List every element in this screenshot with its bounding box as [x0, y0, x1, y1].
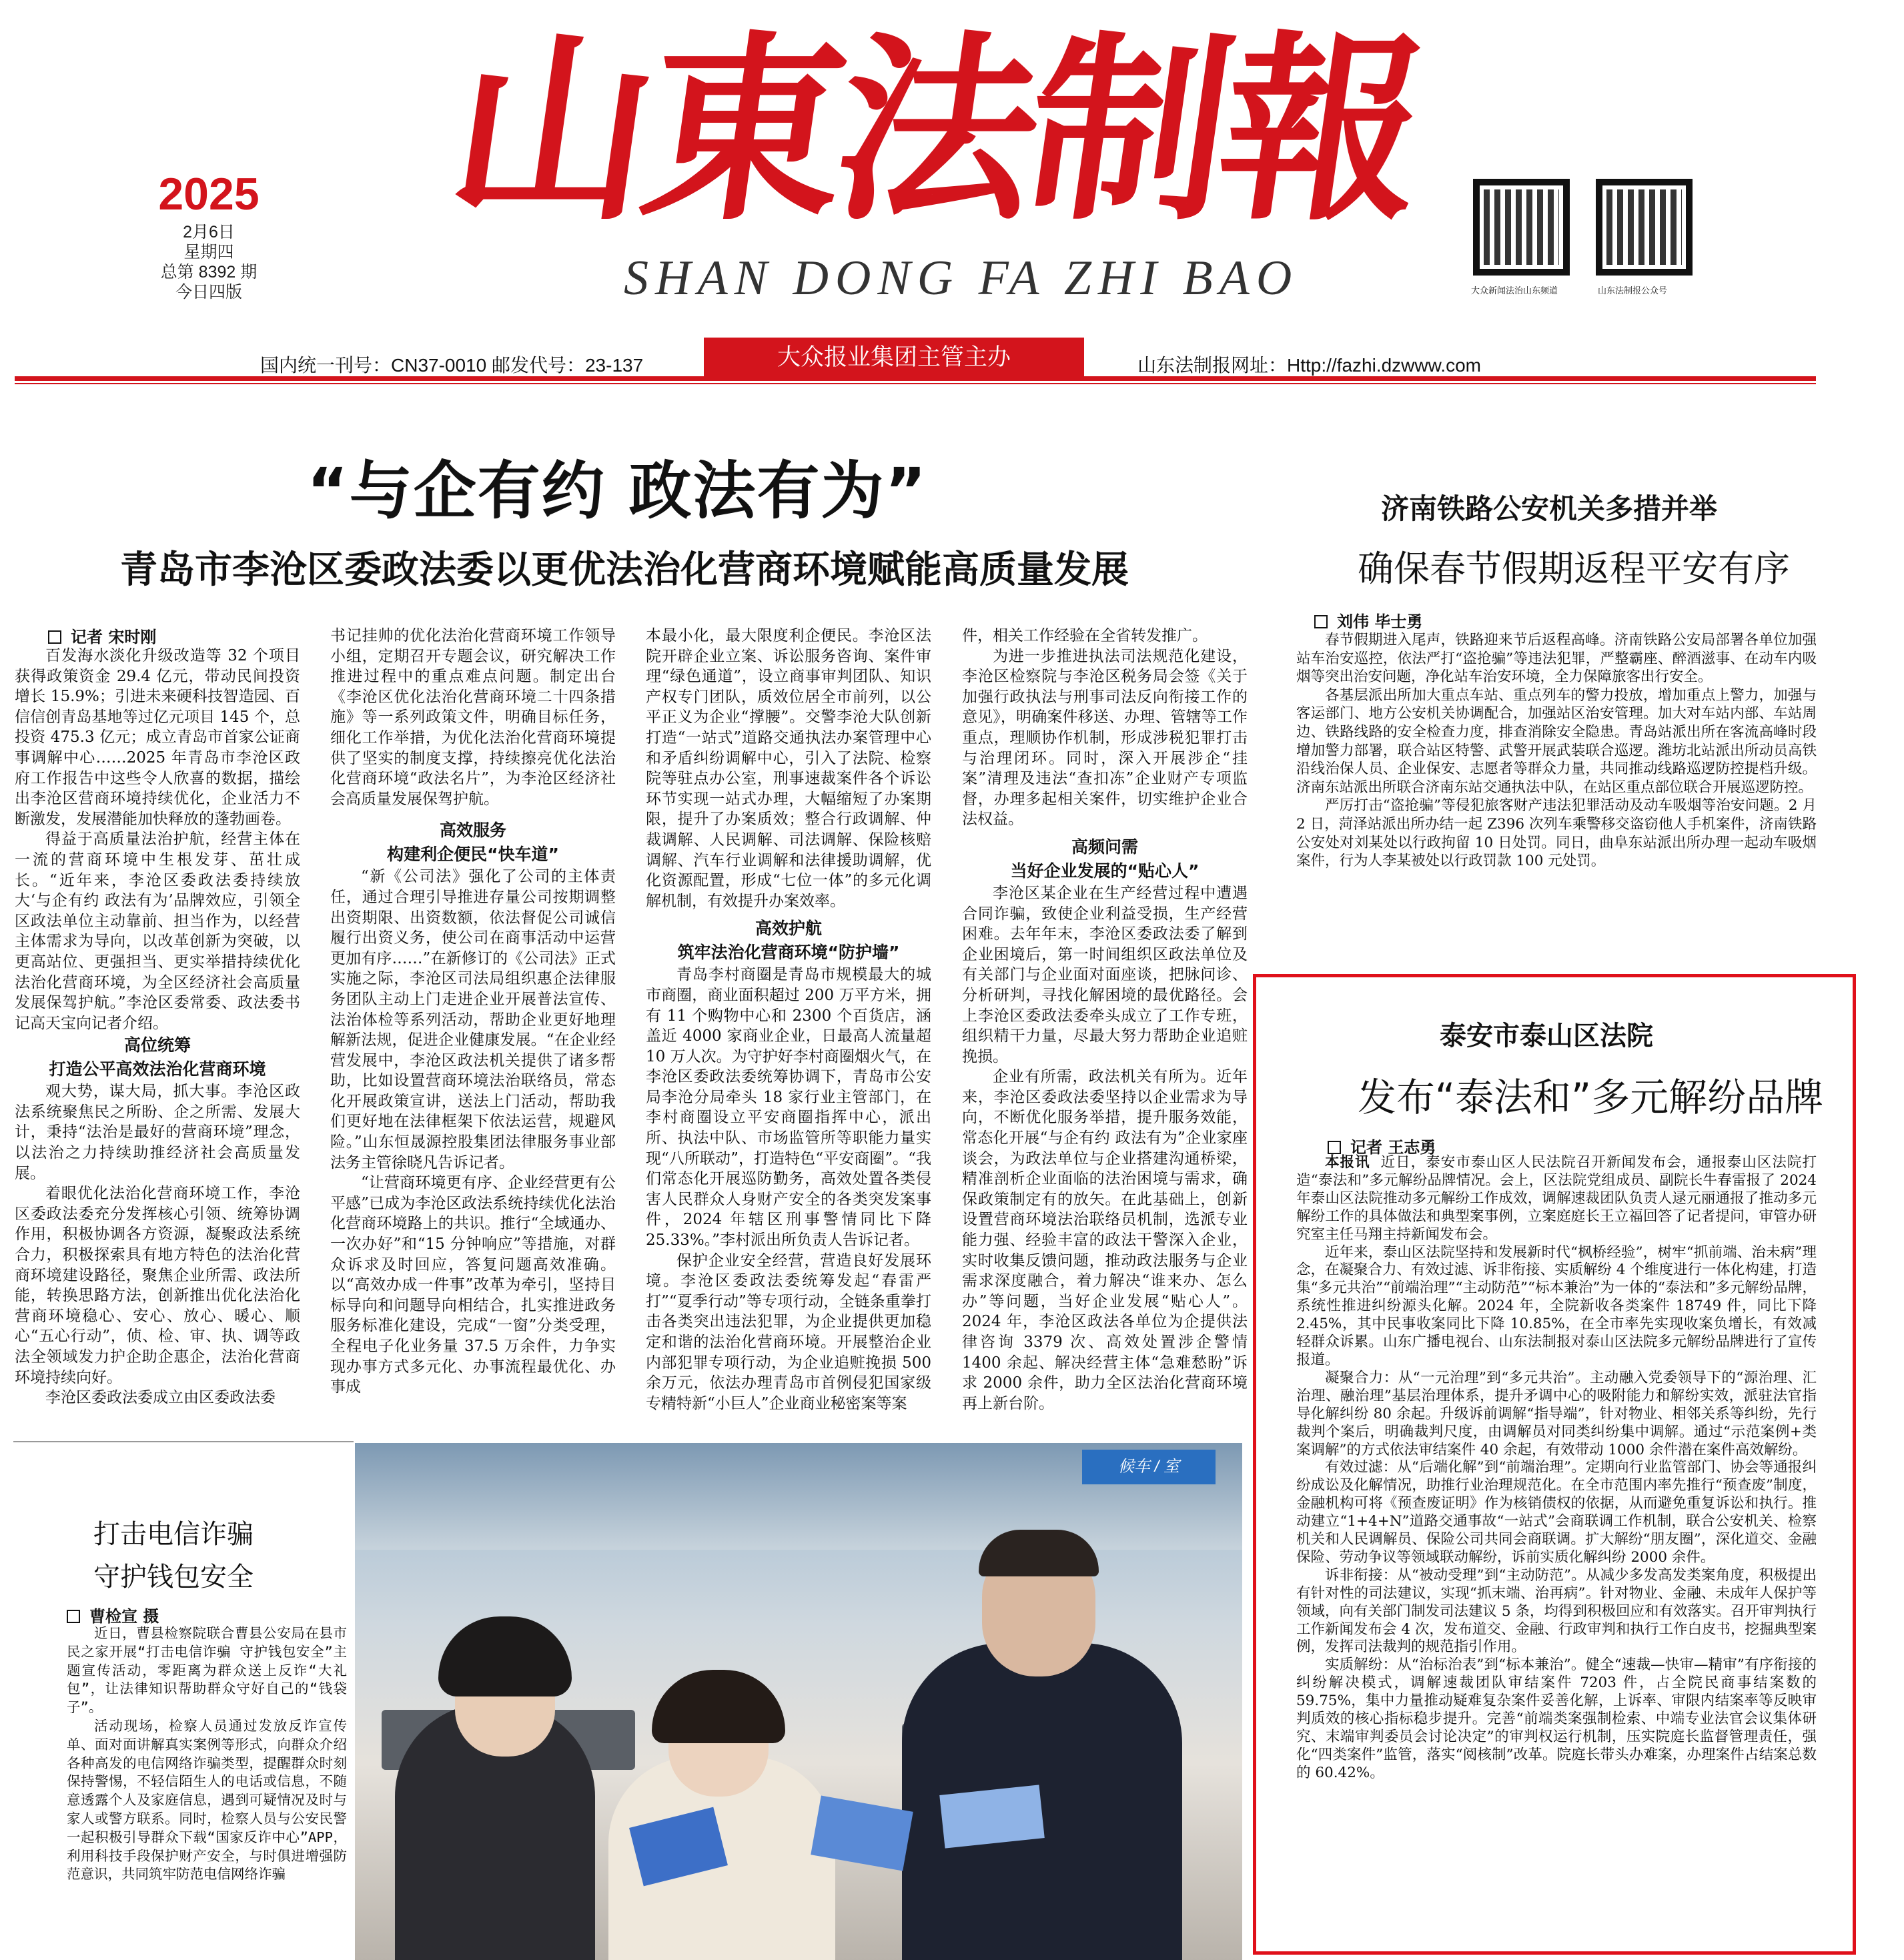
fraud-body [67, 1624, 347, 1958]
station-sign: 候车 / 室 [1082, 1450, 1216, 1484]
taishan-body [1296, 1154, 1817, 1955]
leaflet [939, 1785, 1045, 1848]
publication-number: 国内统一刊号：CN37-0010 邮发代号：23-137 [260, 355, 644, 376]
fraud-byline: 曹检宣 摄 [67, 1603, 159, 1626]
person-right-hair [979, 1530, 1099, 1576]
paragraph: 诉非衔接：从“被动受理”到“主动防范”。从减少多发高发类案角度，积极提出有针对性的司法建议，实现“抓末端、治再病”。针对物业、金融、未成年人保护等领域，向有关部门制发司法建议 5 条，均得到积极回应和有效落实。召开审判执行工作新闻发布会 4 次，发布道交、金融、行政审判和执行工作白皮书，挖掘典型案例，发挥司法裁判的规范指引作用。 [1296, 1566, 1817, 1656]
section-subhead: 高效护航 [755, 919, 822, 939]
lede-label: 本报讯 [1325, 1154, 1370, 1171]
sponsor-banner: 大众报业集团主管主办 [704, 338, 1084, 378]
taishan-kicker: 泰安市泰山区法院 [1440, 1020, 1653, 1051]
paragraph: “让营商环境更有序、企业经营更有公平感”已成为李沧区政法系统持续优化法治化营商环境路上的共识。推行“全域通办、一次办好”和“15 分钟响应”等措施，对群众诉求及时回应，答复问题高效准确。以“高效办成一件事”改革为牵引，坚持目标导向和问题导向相结合，扎实推进政务服务标准化建设，完成“一窗”分类受理，全程电子化业务量 37.5 万余件，力争实现办事方式多元化、办事流程最优化、办事成 [330, 1174, 616, 1396]
lead-byline: 记者 宋时刚 [48, 624, 156, 647]
paragraph: 李沧区某企业在生产经营过程中遭遇合同诈骗，致使企业利益受损，生产经营困难。去年年末，李沧区委政法委了解到企业困境后，第一时间组织区政法单位及有关部门与企业面对面座谈，把脉问诊、分析研判，寻找化解困境的最优路径。会上李沧区委政法委牵头成立了工作专班，组织精干力量，尽最大努力帮助企业追赃挽损。 [962, 884, 1248, 1065]
rail-headline: 确保春节假期返程平安有序 [1358, 548, 1790, 590]
taishan-headline: 发布“泰法和”多元解纷品牌 [1358, 1075, 1824, 1120]
issue-date: 2月6日 [183, 223, 235, 241]
paragraph: 件，相关工作经验在全省转发推广。 [962, 627, 1208, 644]
byline-box-icon [1314, 615, 1328, 628]
qr-code-right[interactable] [1596, 179, 1693, 276]
qr-right-caption: 山东法制报公众号 [1598, 286, 1668, 296]
paragraph: 春节假期进入尾声，铁路迎来节后返程高峰。济南铁路公安局部署各单位加强站车治安巡控，依法严打“盗抢骗”等违法犯罪，严整霸座、醉酒滋事、在动车内吸烟等突出治安问题，净化站车治安环境，全力保障旅客出行安全。 [1296, 632, 1817, 686]
rail-kicker: 济南铁路公安机关多措并举 [1381, 492, 1718, 525]
issue-pages: 今日四版 [175, 283, 242, 302]
person-left-hair [438, 1616, 572, 1696]
paragraph: 本最小化，最大限度利企便民。李沧区法院开辟企业立案、诉讼服务咨询、案件审理“绿色通道”，设立商事审判团队、知识产权专门团队，质效位居全市前列，以公平正义为企业“撑腰”。交警李沧大队创新打造“一站式”道路交通执法办案管理中心和矛盾纠纷调解中心，引入了法院、检察院等驻点办公室，刑事速裁案件各个诉讼环节实现一站式办理，大幅缩短了办案期限，提升了办案质效；整合行政调解、仲裁调解、人民调解、司法调解、保险核赔调解、汽车行业调解和法律援助调解，优化资源配置，形成“七位一体”的多元化调解机制，有效提升办案效率。 [646, 627, 931, 910]
lead-column-3 [646, 626, 931, 1446]
person-middle-hair [652, 1670, 785, 1743]
section-subhead: 高频问需 [1071, 837, 1138, 857]
section-subhead: 筑牢法治化营商环境“防护墙” [677, 943, 900, 963]
paragraph: 凝聚合力：从“一元治理”到“多元共治”。主动融入党委领导下的“源治理、汇治理、融治理”基层治理体系，提升矛调中心的吸附能力和解纷实效，派驻法官指导化解纠纷 80 余起。升级诉前调解“指导端”，针对物业、相邻关系等纠纷，先行裁判个案后，明确裁判尺度，由调解员对同类纠纷集中调解。通过“示范案例+类案调解”的方式依法审结案件 40 余起，有效带动 1000 余件潜在案件高效解纷。 [1296, 1369, 1817, 1458]
issue-year: 2025 [158, 169, 260, 219]
lead-column-2 [330, 626, 616, 1470]
paragraph: 保护企业安全经营，营造良好发展环境。李沧区委政法委统筹发起“春雷严打”“夏季行动”等专项行动，全链条重拳打击各类突出违法犯罪，为企业提供更加稳定和谐的法治化营商环境。开展整治企业内部犯罪专项行动，为企业追赃挽损 500 余万元，依法办理青岛市首例侵犯国家级专精特新“小巨人”企业商业秘密案等案 [646, 1252, 931, 1412]
paragraph: 为进一步推进执法司法规范化建设，李沧区检察院与李沧区税务局会签《关于加强行政执法与刑事司法反向衔接工作的意见》，明确案件移送、办理、管辖等工作重点，理顺协作机制，形成涉税犯罪打击与治理闭环。同时，深入开展涉企“挂案”清理及违法“查扣冻”企业财产专项监督，办理多起相关案件，切实维护企业合法权益。 [962, 647, 1248, 829]
lead-subheadline: 青岛市李沧区委政法委以更优法治化营商环境赋能高质量发展 [120, 548, 1129, 592]
byline-box-icon [48, 630, 61, 644]
qr-left-caption: 大众新闻法治山东频道 [1471, 286, 1558, 296]
paragraph: 有效过滤：从“后端化解”到“前端治理”。定期向行业监管部门、协会等通报纠纷成讼及化解情况，助推行业治理规范化。在全市范围内率先推行“预查废”制度，金融机构可将《预查废证明》作为核销债权的依据，从而避免重复诉讼和执行。推动建立“1+4+N”道路交通事故“一站式”会商联调工作机制，联合公安机关、检察机关和人民调解员、保险公司共同会商联调。扩大解纷“朋友圈”，深化道交、金融保险、劳动争议等领域联动解纷，诉前实质化解纠纷 2000 余件。 [1296, 1459, 1817, 1566]
taishan-byline: 记者 王志勇 [1328, 1134, 1436, 1157]
qr-code-left[interactable] [1473, 179, 1570, 276]
paragraph: 观大势，谋大局，抓大事。李沧区政法系统聚焦民之所盼、企之所需、发展大计，秉持“法治是最好的营商环境”理念，以法治之力持续助推经济社会高质量发展。 [15, 1083, 300, 1182]
rail-body [1296, 631, 1817, 953]
paragraph: 企业有所需，政法机关有所为。近年来，李沧区委政法委坚持以企业需求为导向，不断优化服务举措，提升服务效能，常态化开展“与企有约 政法有为”企业家座谈会，为政法单位与企业搭建沟通桥梁，精准剖析企业面临的法治困境与需求，确保政策制定有的放矢。在此基础上，创新设置营商环境法治联络员机制，选派专业能力强、经验丰富的政法干警深入企业，实时收集反馈问题，推动政法服务与企业需求深度融合，着力解决“谁来办、怎么办”等问题，当好企业发展“贴心人”。2024 年，李沧区政法各单位为企提供法律咨询 3379 次、高效处置涉企警情 1400 余起、解决经营主体“急难愁盼”诉求 2000 余件，助力全区法治化营商环境再上新台阶。 [962, 1068, 1248, 1412]
news-photo [355, 1443, 1242, 1960]
paragraph: 实质解纷：从“治标治表”到“标本兼治”。健全“速裁—快审—精审”有序衔接的纠纷解决模式，调解速裁团队审结案件 7203 件，占全院民商事结案数的 59.75%，集中力量推动疑难复杂案件妥善化解，上诉率、审限内结案率等反映审判质效的核心指标稳步提升。完善“前端类案强制检索、中端专业法官会议集体研究、末端审判委员会讨论决定”的审判权运行机制，压实院庭长监督管理责任，强化“四类案件”监管，落实“阅核制”改革。院庭长带头办难案，办理案件占结案总数的 60.42%。 [1296, 1656, 1817, 1781]
paragraph: 近年来，泰山区法院坚持和发展新时代“枫桥经验”，树牢“抓前端、治未病”理念，在凝聚合力、有效过滤、诉非衔接、实质解纷 4 个维度进行一体化构建，打造集“多元共治”“前端治理”“主动防范”“标本兼治”为一体的“泰法和”多元解纷品牌，系统性推进纠纷源头化解。2024 年，全院新收各类案件 18749 件，同比下降 2.45%，其中民事收案同比下降 10.85%，在全市率先实现收案负增长，有效减轻群众诉累。山东广播电视台、山东法制报对泰山区法院多元解纷品牌进行了宣传报道。 [1296, 1244, 1817, 1368]
paragraph: 青岛李村商圈是青岛市规模最大的城市商圈，商业面积超过 200 万平方米，拥有 11 个购物中心和 2300 个百货店，涵盖近 4000 家商业企业，日最高人流量超 10 万人次。为守护好李村商圈烟火气，在李沧区委政法委统筹协调下，青岛市公安局李沧分局牵头 18 家行业主管部门，在李村商圈设立平安商圈指挥中心，派出所、执法中队、市场监管所等职能力量实现“八所联动”，打造特色“平安商圈”。“我们常态化开展巡防勤务，高效处置各类侵害人民群众人身财产安全的各类突发案事件，2024 年辖区刑事警情同比下降 25.33%。”李村派出所负责人告诉记者。 [646, 966, 931, 1250]
paragraph: 严厉打击“盗抢骗”等侵犯旅客财产违法犯罪活动及动车吸烟等治安问题。2 月 2 日，菏泽站派出所办结一起 Z396 次列车乘警移交盗窃他人手机案件，济南铁路公安处对刘某处以行政拘留 10 日处罚。同日，曲阜东站派出所办理一起动车吸烟案件，行为人李某被处以行政罚款 100 元处罚。 [1296, 797, 1817, 870]
section-subhead: 高位统筹 [123, 1035, 191, 1055]
section-subhead: 高效服务 [439, 821, 506, 841]
issue-number: 总第 8392 期 [160, 263, 258, 282]
lead-column-4 [962, 626, 1248, 1446]
paragraph: 得益于高质量法治护航，经营主体在一流的营商环境中生根发芽、茁壮成长。“近年来，李沧区委政法委持续放大‘与企有约 政法有为’品牌效应，引领全区政法单位主动靠前、担当作为，以经营主体需求为导向，以改革创新为突破，以更高站位、更强担当、更实举措持续优化法治化营商环境，为全区经济社会高质量发展保驾护航。”李沧区委常委、政法委书记高天宝向记者介绍。 [15, 831, 300, 1032]
section-subhead: 当好企业发展的“贴心人” [1010, 861, 1200, 881]
paragraph: 书记挂帅的优化法治化营商环境工作领导小组，定期召开专题会议，研究解决工作推进过程中的重点难点问题。制定出台《李沧区优化法治化营商环境二十四条措施》等一系列政策文件，明确目标任务，细化工作举措，为优化法治化营商环境提供了坚实的制度支撑，持续擦亮优化法治化营商环境“政法名片”，为李沧区经济社会高质量发展保驾护航。 [330, 627, 616, 808]
section-divider [13, 1441, 354, 1442]
masthead-rule [15, 376, 1816, 381]
lead-headline: “与企有约 政法有为” [307, 455, 928, 528]
issue-weekday: 星期四 [183, 243, 234, 262]
paragraph: 本报讯 近日，泰安市泰山区人民法院召开新闻发布会，通报泰山区法院打造“泰法和”多元解纷品牌情况。会上，区法院党组成员、副院长牛春雷报了 2024 年泰山区法院推动多元解纷工作成效，调解速裁团队负责人逯元丽通报了推动多元解纷工作的具体做法和典型案事例，立案庭庭长王立福回答了记者提问，审管办研究室主任马翔主持新闻发布会。 [1296, 1154, 1817, 1243]
paragraph: 活动现场，检察人员通过发放反诈宣传单、面对面讲解真实案例等形式，向群众介绍各种高发的电信网络诈骗类型，提醒群众时刻保持警惕，不轻信陌生人的电话或信息，不随意透露个人及家庭信息，遇到可疑情况及时与家人或警方联系。同时，检察人员与公安民警一起积极引导群众下载“国家反诈中心”APP，利用科技手段保护财产安全，与时俱进增强防范意识，共同筑牢防范电信网络诈骗 [67, 1717, 347, 1883]
byline-box-icon [1328, 1141, 1341, 1154]
masthead-logo: 山東法制報 [437, 12, 1431, 248]
website-link[interactable]: 山东法制报网址：Http://fazhi.dzwww.com [1137, 355, 1481, 376]
fraud-headline: 守护钱包安全 [93, 1562, 254, 1592]
rail-byline: 刘伟 毕士勇 [1314, 608, 1422, 632]
paragraph: 李沧区委政法委成立由区委政法委 [45, 1389, 276, 1407]
paragraph: 着眼优化法治化营商环境工作，李沧区委政法委充分发挥核心引领、统筹协调作用，积极协调各方资源，凝聚政法系统合力，积极探索具有地方特色的法治化营商环境建设路径，聚焦企业所需、政法所能，转换思路方法，创新推出优化法治化营商环境稳心、安心、放心、暖心、顺心“五心行动”，侦、检、审、执、调等政法全领域发力护企助企惠企，法治化营商环境持续向好。 [15, 1185, 300, 1386]
paragraph: 各基层派出所加大重点车站、重点列车的警力投放，增加重点上警力，加强与客运部门、地方公安机关协调配合，加强站区治安管理。加大对车站内部、车站周边、铁路线路的安全检查力度，排查消除安全隐患。青岛站派出所在客流高峰时段增加警力部署，联合站区特警、武警开展武装联合巡逻。潍坊北站派出所动员高铁沿线治保人员、企业保安、志愿者等群众力量，共同推动线路巡逻防控提档升级。济南东站派出所联合济南东站交通执法中队，在站区重点部位联合开展巡逻防控。 [1296, 686, 1817, 796]
paragraph: “新《公司法》强化了公司的主体责任，通过合理引导推进存量公司按期调整出资期限、出资数额，依法督促公司诚信履行出资义务，使公司在商事活动中运营更加有序……”在新修订的《公司法》正式实施之际，李沧区司法局组织惠企法律服务团队主动上门走进企业开展普法宣传、法治体检等系列活动，帮助企业更好地理解新法规，促进企业健康发展。“在企业经营发展中，李沧区政法机关提供了诸多帮助，比如设置营商环境法治联络员，常态化开展政策宣讲，送法上门活动，帮助我们更好地在法律框架下依法运营，规避风险。”山东恒晟源控股集团法律服务事业部法务主管徐晓凡告诉记者。 [330, 868, 616, 1171]
paragraph: 近日，曹县检察院联合曹县公安局在县市民之家开展“打击电信诈骗 守护钱包安全”主题宣传活动，零距离为群众送上反诈“大礼包”，让法律知识帮助群众守好自己的“钱袋子”。 [67, 1625, 347, 1716]
byline-box-icon [67, 1610, 80, 1623]
masthead-rule-thin [15, 383, 1816, 384]
paragraph: 百发海水淡化升级改造等 32 个项目获得政策资金 29.4 亿元，带动民间投资增长 15.9%；引进未来硬科技智造园、百信信创青岛基地等过亿元项目 145 个，总投资 475.3 亿元；成立青岛市首家公证商事调解中心……2025 年青岛市李沧区政府工作报告中这些令人欣喜的数据，描绘出李沧区营商环境持续优化，企业活力不断激发，发展潜能加快释放的蓬勃画卷。 [15, 647, 300, 828]
lead-column-1 [15, 646, 300, 1470]
section-subhead: 打造公平高效法治化营商环境 [49, 1059, 266, 1079]
section-subhead: 构建利企便民“快车道” [387, 845, 559, 865]
masthead-pinyin: SHAN DONG FA ZHI BAO [624, 251, 1299, 306]
fraud-kicker: 打击电信诈骗 [93, 1519, 254, 1550]
